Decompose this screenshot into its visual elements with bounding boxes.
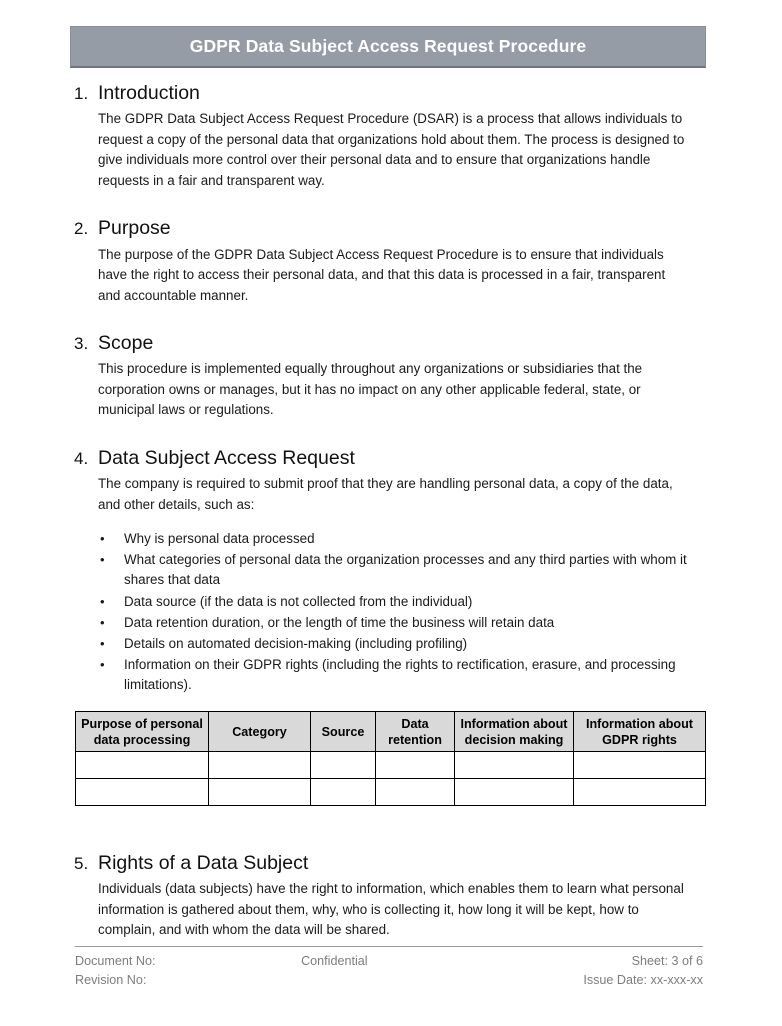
section-number: 5. <box>74 854 89 874</box>
table-cell[interactable] <box>209 779 311 806</box>
section-paragraph: Individuals (data subjects) have the right to information, which enables them to learn what personal information is gathered about them, why, who is collecting it, how long it will be kept, how to complain, and with whom the data will be shared. <box>98 881 684 938</box>
table-cell[interactable] <box>76 779 209 806</box>
bullet-icon: • <box>100 593 105 609</box>
table-cell[interactable] <box>376 779 455 806</box>
spacer <box>0 306 782 330</box>
list-item <box>0 550 782 590</box>
section-number: 4. <box>74 448 89 468</box>
table-header-cell: Source <box>311 712 376 752</box>
footer-issue-date: Issue Date: xx-xxx-xx <box>583 973 703 988</box>
document-title: GDPR Data Subject Access Request Procedure <box>189 35 587 56</box>
section-heading <box>0 445 782 471</box>
section-paragraph: The purpose of the GDPR Data Subject Access Request Procedure is to ensure that individuals have the right to access their personal data, and that this data is processed in a fair, transparent and accountable manner. <box>98 246 666 303</box>
footer-row-top <box>75 952 703 971</box>
footer-revision-no: Revision No: <box>75 973 147 988</box>
table-header <box>76 712 706 752</box>
list-item-text: Information on their GDPR rights (including the rights to rectification, erasure, and processing limitations). <box>124 656 676 693</box>
section-title: Data Subject Access Request <box>98 446 355 469</box>
dsar-table-container <box>0 711 782 806</box>
table-cell[interactable] <box>76 752 209 779</box>
table-header-cell: Data retention <box>376 712 455 752</box>
section-title: Purpose <box>98 217 171 240</box>
spacer <box>0 806 782 830</box>
table-cell[interactable] <box>311 752 376 779</box>
dsar-details-list <box>0 529 782 695</box>
table-header-cell: Purpose of personal data processing <box>76 712 209 752</box>
list-item-text: Data source (if the data is not collected from the individual) <box>124 593 473 609</box>
list-item <box>0 634 782 654</box>
bullet-icon: • <box>100 531 105 547</box>
list-item-text: Why is personal data processed <box>124 531 315 547</box>
table-header-row <box>76 712 706 752</box>
table-header-cell: Information about GDPR rights <box>574 712 706 752</box>
list-item <box>0 613 782 633</box>
list-item-text: Data retention duration, or the length of time the business will retain data <box>124 614 555 630</box>
section-number: 3. <box>74 334 89 354</box>
section-number: 2. <box>74 219 89 239</box>
section-paragraph: The company is required to submit proof that they are handling personal data, a copy of the data, and other details, such as: <box>98 476 673 512</box>
bullet-icon: • <box>100 552 105 568</box>
section-number: 1. <box>74 84 89 103</box>
bullet-icon: • <box>100 656 105 672</box>
section-introduction <box>0 80 782 191</box>
section-paragraph: The GDPR Data Subject Access Request Procedure (DSAR) is a process that allows individuals to request a copy of the personal data that organizations hold about them. The process is designed to give individuals more control over their personal data and to ensure that organizations handle requests in a fair and transparent way. <box>98 111 685 188</box>
section-purpose <box>0 215 782 306</box>
section-title: Scope <box>98 332 154 355</box>
footer-row-bottom <box>75 971 703 990</box>
spacer <box>0 830 782 850</box>
page-footer <box>75 946 703 990</box>
section-title: Introduction <box>98 82 200 104</box>
table-cell[interactable] <box>209 752 311 779</box>
table-row <box>76 752 706 779</box>
list-item-text: What categories of personal data the organization processes and any third parties with whom it shares that data <box>124 552 687 588</box>
bullet-icon: • <box>100 614 105 630</box>
list-item <box>0 655 782 695</box>
section-data-subject-access-request <box>0 445 782 806</box>
list-item-text: Details on automated decision-making (including profiling) <box>124 635 468 651</box>
table-cell[interactable] <box>455 752 574 779</box>
table-cell[interactable] <box>376 752 455 779</box>
section-heading <box>0 80 782 106</box>
document-title-banner <box>70 26 706 68</box>
section-heading <box>0 215 782 241</box>
section-paragraph: This procedure is implemented equally throughout any organizations or subsidiaries that the corporation owns or manages, but it has no impact on any other applicable federal, state, or municipal laws or regulations. <box>98 361 643 418</box>
section-scope <box>0 330 782 421</box>
section-heading <box>0 330 782 356</box>
section-heading <box>0 850 782 876</box>
spacer <box>0 191 782 215</box>
table-header-cell: Information about decision making <box>455 712 574 752</box>
document-body <box>0 80 782 941</box>
section-title: Rights of a Data Subject <box>98 852 309 875</box>
footer-sheet-number: Sheet: 3 of 6 <box>631 954 703 968</box>
footer-classification: Confidential <box>301 954 368 968</box>
list-item <box>0 592 782 612</box>
footer-document-no: Document No: <box>75 954 156 968</box>
section-rights-of-a-data-subject <box>0 850 782 941</box>
table-cell[interactable] <box>574 752 706 779</box>
table-row <box>76 779 706 806</box>
table-cell[interactable] <box>455 779 574 806</box>
table-cell[interactable] <box>574 779 706 806</box>
table-header-cell: Category <box>209 712 311 752</box>
table-cell[interactable] <box>311 779 376 806</box>
bullet-icon: • <box>100 635 105 651</box>
list-item <box>0 529 782 549</box>
table-body <box>76 752 706 806</box>
dsar-table <box>75 711 706 806</box>
spacer <box>0 421 782 445</box>
